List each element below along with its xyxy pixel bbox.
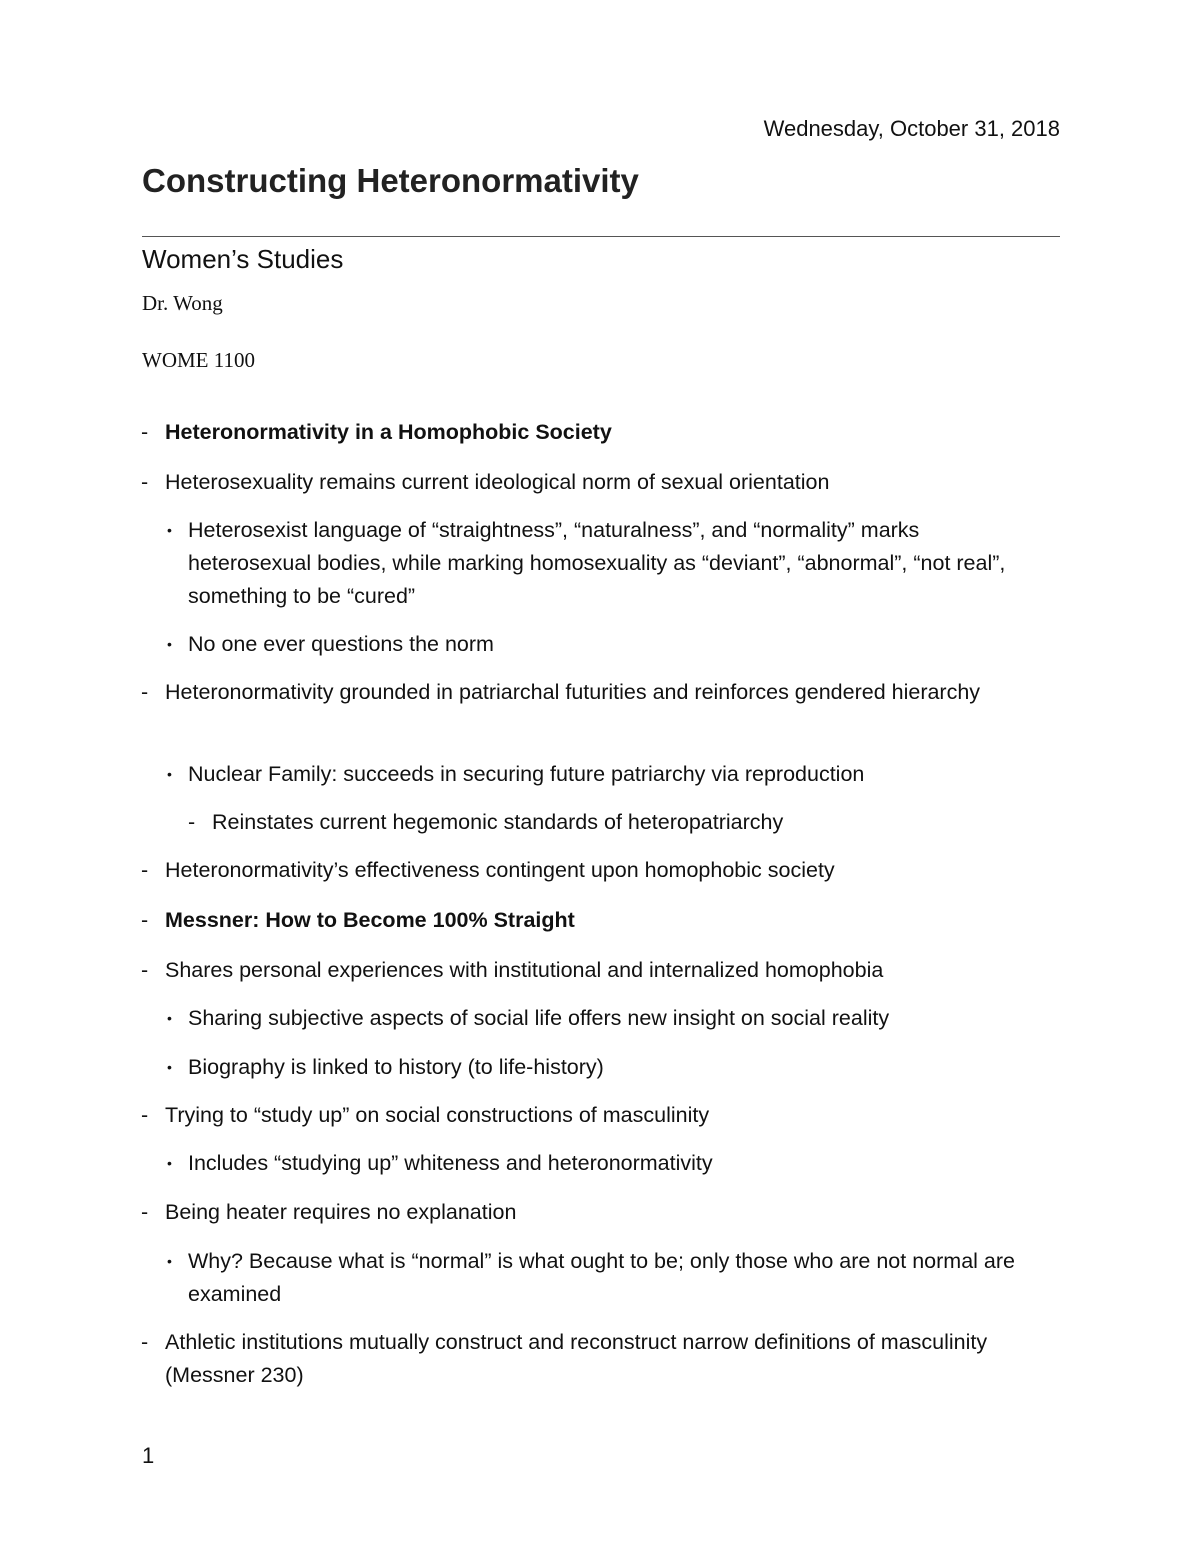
title-divider: [142, 236, 1060, 237]
note-text: Heteronormativity grounded in patriarchal futurities and reinforces gendered hierarchy: [165, 680, 981, 704]
note-text: Heterosexuality remains current ideological norm of sexual orientation: [165, 470, 830, 494]
dash-marker: -: [141, 1200, 149, 1224]
note-text: Being heater requires no explanation: [165, 1200, 517, 1224]
bullet-marker: •: [167, 1253, 172, 1269]
professor-name: Dr. Wong: [142, 291, 223, 315]
note-item: [141, 676, 1015, 709]
date-line: Wednesday, October 31, 2018: [763, 116, 1060, 141]
dash-marker: -: [141, 680, 149, 704]
page-number: 1: [142, 1443, 155, 1468]
bullet-marker: •: [167, 1059, 172, 1075]
note-item: [141, 904, 1015, 937]
note-text: Heterosexist language of “straightness”, “naturalness”, and “normality” marks heterosexual bodies, while marking homosexuality as “deviant”, “abnormal”, “not real”, something to be “cured”: [188, 518, 1006, 608]
note-text: Trying to “study up” on social constructions of masculinity: [165, 1103, 710, 1127]
note-text: Biography is linked to history (to life-history): [188, 1055, 604, 1079]
bullet-marker: •: [167, 522, 172, 538]
note-item: [141, 416, 1015, 449]
subject-heading: Women’s Studies: [142, 244, 344, 274]
dash-marker: -: [141, 908, 149, 932]
dash-marker: -: [141, 958, 149, 982]
note-subitem: [167, 514, 1048, 613]
note-text: Athletic institutions mutually construct and reconstruct narrow definitions of masculinity (Messner 230): [165, 1330, 988, 1387]
note-text: Includes “studying up” whiteness and heteronormativity: [188, 1151, 713, 1175]
note-item: [141, 1326, 1015, 1392]
note-subitem: [167, 1051, 1048, 1084]
note-subsubitem: [188, 806, 1042, 839]
note-item: [141, 1196, 1015, 1229]
dash-marker: -: [141, 420, 149, 444]
dash-marker: -: [141, 470, 149, 494]
dash-marker: -: [141, 1330, 149, 1354]
course-code: WOME 1100: [142, 348, 255, 372]
note-text: Messner: How to Become 100% Straight: [165, 908, 575, 932]
note-text: Sharing subjective aspects of social life offers new insight on social reality: [188, 1006, 890, 1030]
note-subitem: [167, 1002, 1048, 1035]
note-item: [141, 854, 1015, 887]
note-text: Shares personal experiences with institutional and internalized homophobia: [165, 958, 884, 982]
bullet-marker: •: [167, 1155, 172, 1171]
note-subitem: [167, 1245, 1048, 1311]
note-item: [141, 466, 1015, 499]
dash-marker: -: [141, 858, 149, 882]
bullet-marker: •: [167, 1010, 172, 1026]
note-text: No one ever questions the norm: [188, 632, 494, 656]
dash-marker: -: [141, 1103, 149, 1127]
note-item: [141, 954, 1015, 987]
note-item: [141, 1099, 1015, 1132]
page-title: Constructing Heteronormativity: [142, 162, 639, 199]
bullet-marker: •: [167, 766, 172, 782]
note-text: Heteronormativity’s effectiveness contingent upon homophobic society: [165, 858, 835, 882]
note-text: Reinstates current hegemonic standards of heteropatriarchy: [212, 810, 784, 834]
dash-marker: -: [188, 810, 196, 834]
note-text: Why? Because what is “normal” is what ought to be; only those who are not normal are examined: [188, 1249, 1015, 1306]
note-subitem: [167, 1147, 1048, 1180]
note-text: Nuclear Family: succeeds in securing future patriarchy via reproduction: [188, 762, 865, 786]
note-text: Heteronormativity in a Homophobic Society: [165, 420, 612, 444]
bullet-marker: •: [167, 636, 172, 652]
note-subitem: [167, 758, 1048, 791]
note-subitem: [167, 628, 1048, 661]
